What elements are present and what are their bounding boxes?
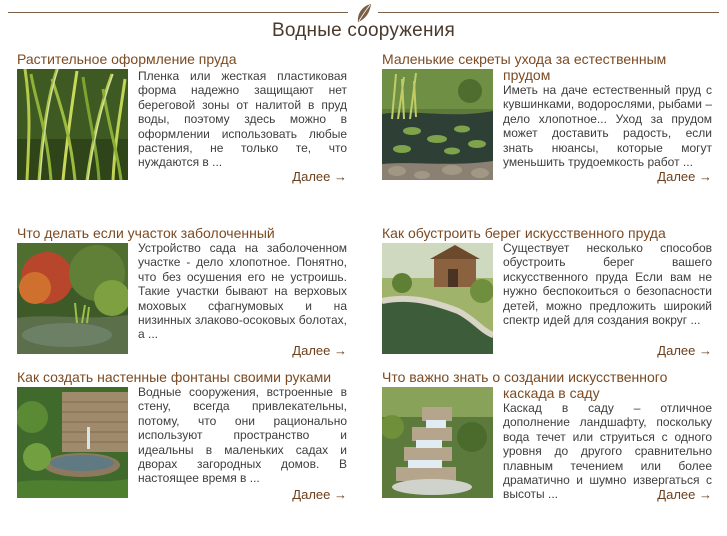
read-more-link[interactable]: Далее →	[657, 343, 712, 358]
section-header	[0, 0, 727, 46]
read-more-link[interactable]: Далее →	[292, 169, 347, 184]
article-excerpt: Каскад в саду – отличное дополнение ландшафту, поскольку вода течет или струиться с одного уровня до другого сравнительно плавным течением или более драматично и шумно извергаться с высоты ...	[503, 401, 712, 502]
read-more-link[interactable]: Далее →	[657, 487, 712, 502]
article-thumbnail[interactable]	[17, 387, 128, 498]
article-thumbnail[interactable]	[17, 69, 128, 180]
article-title-line-2: каскада в саду	[503, 385, 600, 401]
article-title-line-1: Маленькие секреты ухода за естественным	[382, 51, 667, 67]
article-card	[382, 225, 714, 365]
article-title-line-2: прудом	[503, 67, 551, 83]
article-excerpt: Пленка или жесткая пластиковая форма надежно защищают нет береговой зоны от налитой в пруд воды, поэтому здесь можно в оформлении использовать любые растения, не только те, что нуждаются в ...	[138, 69, 347, 170]
article-excerpt: Водные сооружения, встроенные в стену, всегда привлекательны, потому, что они рационально используют пространство и идеальны в маленьких садах и дворах загородных домов. В настоящее время в ...	[138, 385, 347, 486]
article-thumbnail[interactable]	[17, 243, 128, 354]
article-card	[17, 225, 349, 365]
article-thumbnail[interactable]	[382, 387, 493, 498]
section-title: Водные сооружения	[272, 20, 455, 41]
article-excerpt: Существует несколько способов обустроить берег вашего искусственного пруда Если вам не нужно беспокоиться о безопасности детей, можно предложить широкий спектр идей для создания вокруг ...	[503, 241, 712, 328]
read-more-link[interactable]: Далее →	[292, 487, 347, 502]
article-thumbnail[interactable]	[382, 69, 493, 180]
article-card	[17, 51, 349, 191]
article-excerpt: Иметь на даче естественный пруд с кувшинками, водорослями, рыбами – дело хлопотное... Уход за прудом может доставить радость, если знать нюансы, которые могут уменьшить трудоемкость работ ...	[503, 83, 712, 170]
header-rule-right	[378, 12, 719, 13]
article-card	[382, 51, 714, 191]
article-title-line-1: Что важно знать о создании искусственного	[382, 369, 668, 385]
read-more-link[interactable]: Далее →	[292, 343, 347, 358]
article-title-link[interactable]: Как обустроить берег искусственного пруда	[382, 225, 666, 241]
read-more-link[interactable]: Далее →	[657, 169, 712, 184]
article-thumbnail[interactable]	[382, 243, 493, 354]
article-title-link[interactable]: Растительное оформление пруда	[17, 51, 237, 67]
article-title-link[interactable]: Что делать если участок заболоченный	[17, 225, 275, 241]
header-rule-left	[8, 12, 348, 13]
article-card	[382, 369, 714, 509]
article-title-link[interactable]: Как создать настенные фонтаны своими руками	[17, 369, 332, 385]
article-card	[17, 369, 349, 509]
article-excerpt: Устройство сада на заболоченном участке - дело хлопотное. Понятно, что без осушения его не устроишь. Такие участки бывают на верховых моховых сфагнумовых и на низинных злаково-осоковых болотах, а ...	[138, 241, 347, 342]
